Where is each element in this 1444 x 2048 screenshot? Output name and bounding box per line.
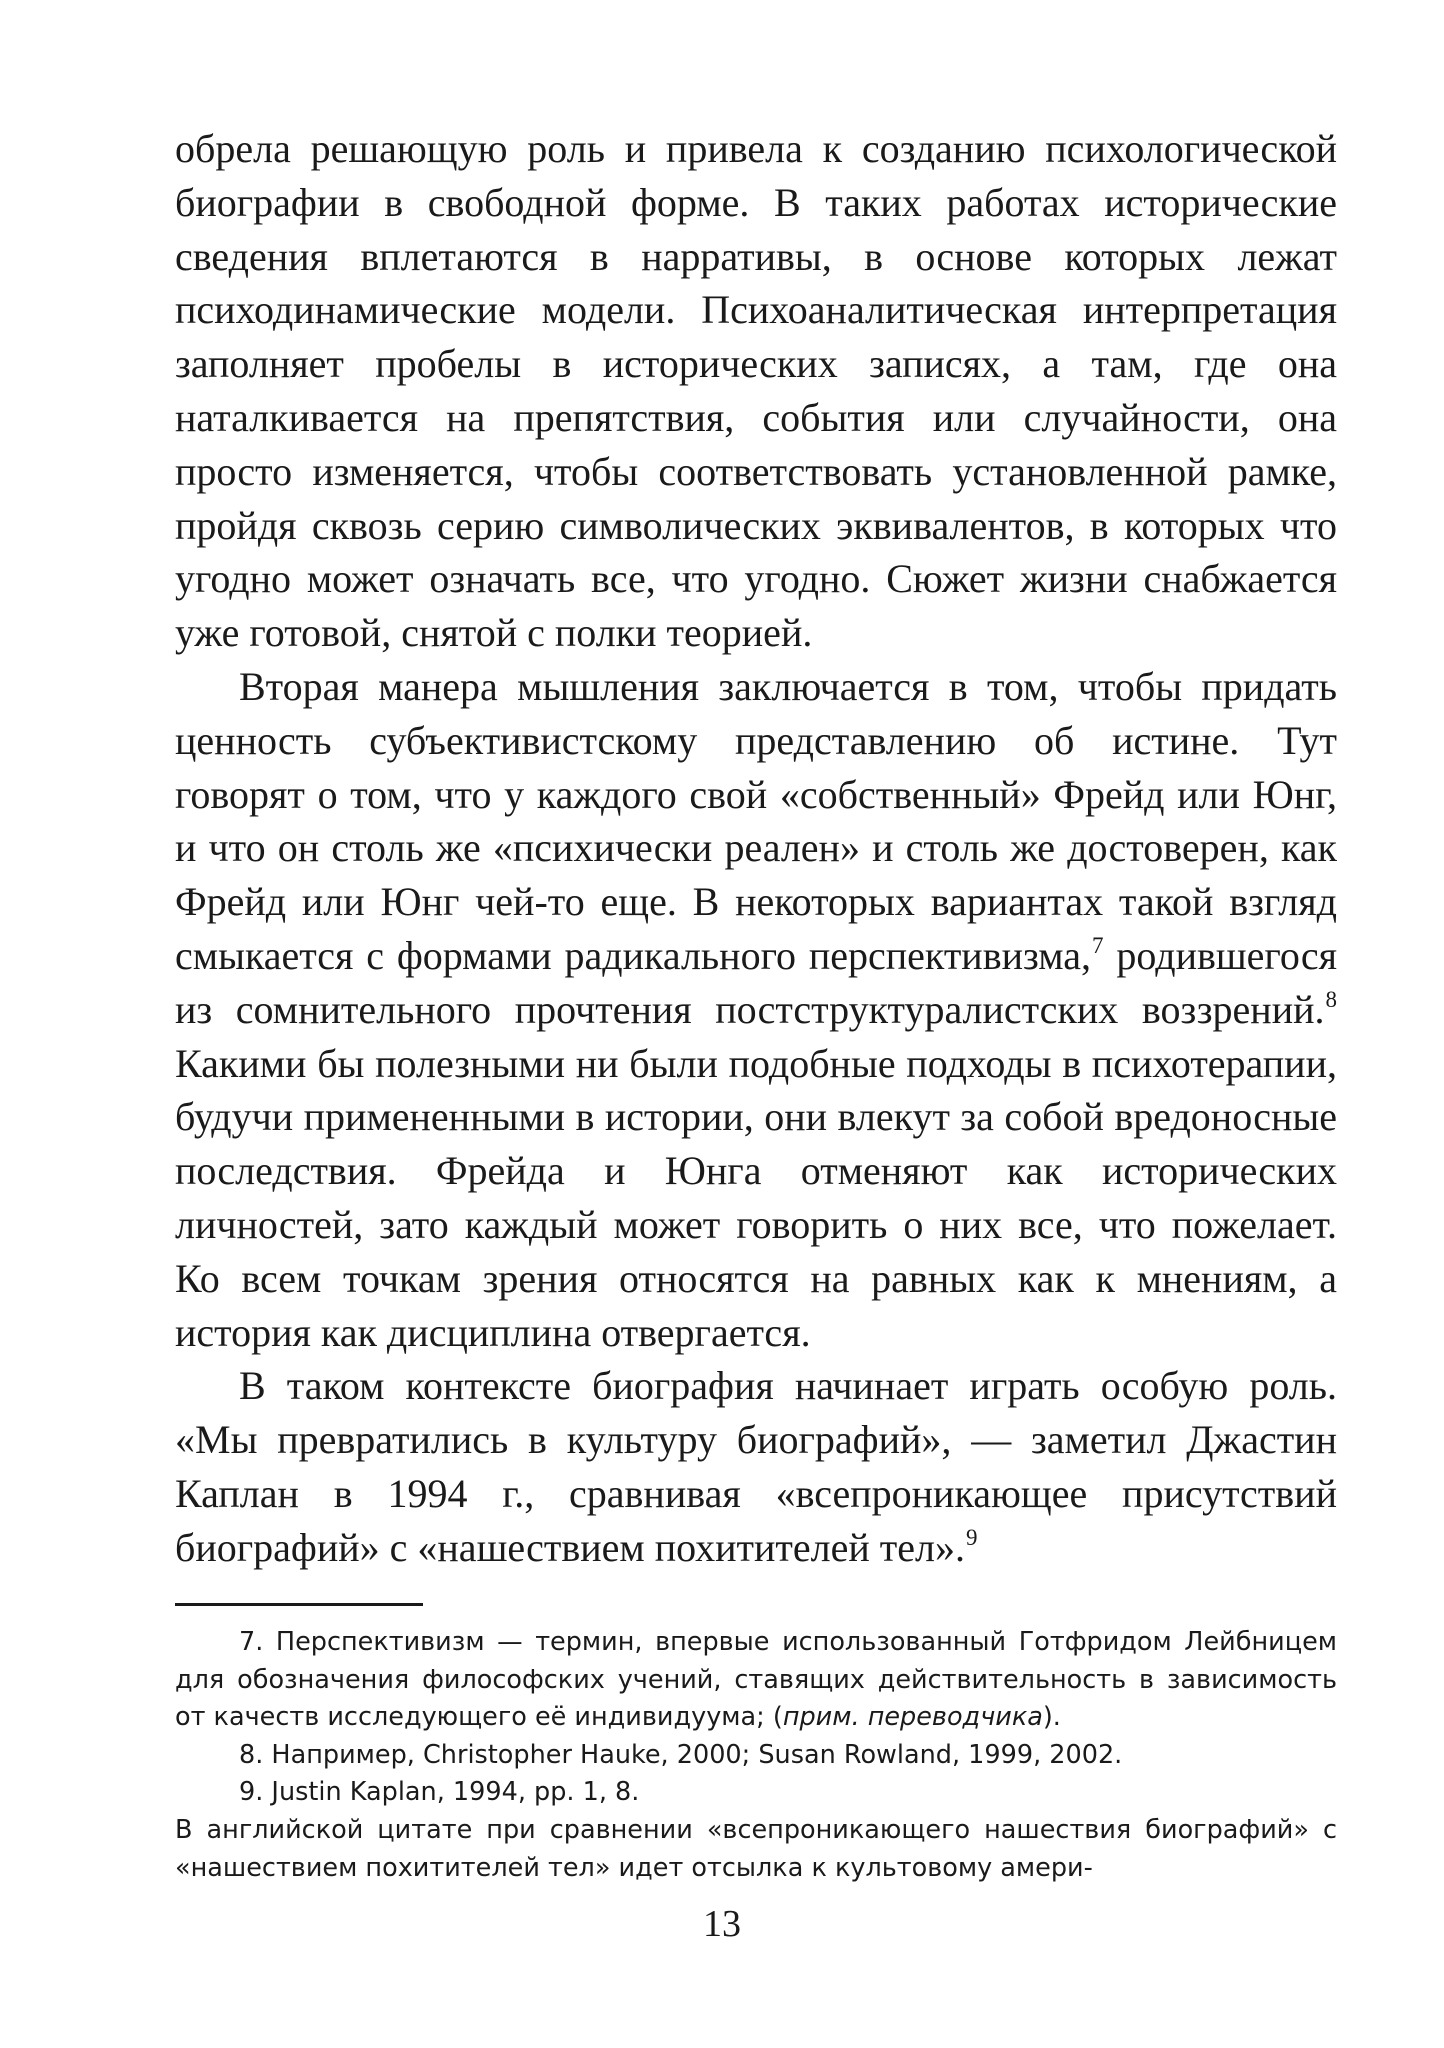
footnote-7-italic: прим. переводчика [782, 1702, 1043, 1733]
footnote-separator [175, 1603, 423, 1606]
paragraph-3 [175, 1359, 1337, 1574]
footnote-note [175, 1812, 1337, 1887]
footnote-ref-9[interactable]: 9 [965, 1524, 978, 1550]
footnote-7-tail: ). [1042, 1702, 1061, 1733]
paragraph-3-text: В таком контексте биография начинает играть особую роль. «Мы превратились в культуру биографий», — заметил Джастин Каплан в 1994 г., сравнивая «всепроникающее присутствий биографий» с «нашествием похитителей тел». [175, 1363, 1337, 1570]
paragraph-2 [175, 660, 1337, 1359]
footnote-8-text: 8. Например, Christopher Hauke, 2000; Susan Rowland, 1999, 2002. [239, 1739, 1123, 1770]
footnote-7 [175, 1624, 1337, 1737]
main-text [175, 122, 1337, 1575]
footnotes [175, 1624, 1337, 1887]
footnote-9-text: 9. Justin Kaplan, 1994, pp. 1, 8. [239, 1777, 640, 1808]
page-number: 13 [703, 1903, 741, 1945]
paragraph-2-text-c: Какими бы полезными ни были подобные подходы в психотерапии, будучи примененными в истории, они влекут за собой вредоносные последствия. Фрейда и Юнга отменяют как исторических личностей, зато каждый может говорить о них все, что пожелает. Ко всем точкам зрения относятся на равных как к мнениям, а история как дисциплина отвергается. [175, 1040, 1337, 1355]
footnote-ref-7[interactable]: 7 [1092, 932, 1104, 958]
footnote-9 [175, 1774, 1337, 1812]
paragraph-1-text: обрела решающую роль и привела к созданию психологической биографии в свободной форме. В таких работах исторические сведения вплетаются в нарративы, в основе которых лежат психодинамические модели. Психоаналитическая интерпретация заполняет пробелы в исторических записях, а там, где она наталкивается на препятствия, события или случайности, она просто изменяется, чтобы соответствовать установленной рамке, пройдя сквозь серию символических эквивалентов, в которых что угодно может означать все, что угодно. Сюжет жизни снабжается уже готовой, снятой с полки теорией. [175, 126, 1337, 656]
paragraph-2-text-a: Вторая манера мышления заключается в том, чтобы придать ценность субъективистскому представлению об истине. Тут говорят о том, что у каждого свой «собственный» Фрейд или Юнг, и что он столь же «психически реален» и столь же достоверен, как Фрейд или Юнг чей-то еще. В некоторых вариантах такой взгляд смыкается с формами радикального перспективизма, [175, 663, 1337, 978]
footnote-ref-8[interactable]: 8 [1325, 986, 1337, 1012]
footnote-note-text: В английской цитате при сравнении «всепроникающего нашествия биографий» с «нашествием похитителей тел» идет отсылка к культовому амери- [175, 1814, 1337, 1883]
footnote-7-text: 7. Перспективизм — термин, впервые использованный Готфридом Лейбницем для обозначения философских учений, ставящих действительность в зависимость от качеств исследующего её индивидуума; ( [175, 1627, 1337, 1733]
footnote-8 [175, 1737, 1337, 1775]
paragraph-2-text-b: родившегося из сомнительного прочтения постструктуралистских воззрений. [175, 932, 1337, 1032]
paragraph-1 [175, 122, 1337, 660]
